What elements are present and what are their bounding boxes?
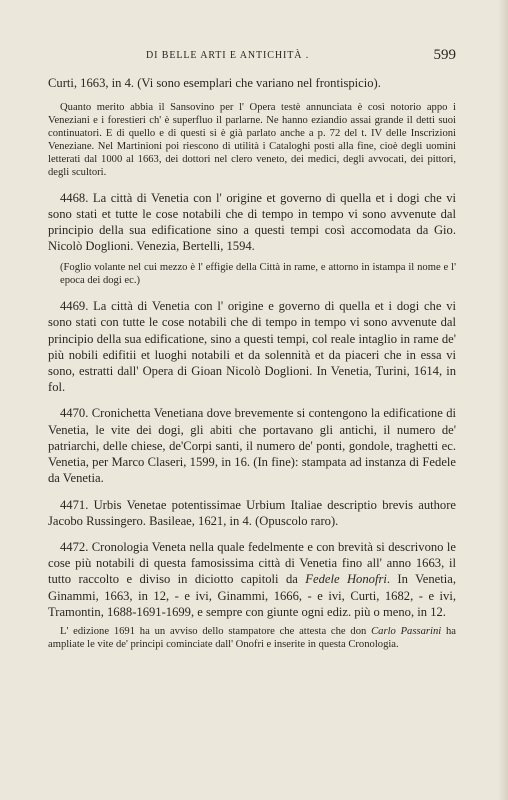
entry-4469: 4469. La città di Venetia con l' origine e governo di quella et i dogi che vi sono stati con tutte le cose notabili che di tempo in tempo vi sono avvenute dal principio della sua edificatione, sino a questi tempi, col reale intaglio in rame de' più nobili edifitii et luoghi notabili et da solennità et da piaceri che in essa vi sono, estratti dall' Opera di Gioan Nicolò Doglioni. In Venetia, Turini, 1614, in fol. <box>48 299 456 395</box>
page-body <box>48 75 456 652</box>
continuation-paragraph: Curti, 1663, in 4. (Vi sono esemplari che variano nel frontispicio). <box>48 76 381 90</box>
entry-4468: 4468. La città di Venetia con l' origine et governo di quella et i dogi che vi sono stati et tutte le cose notabili che di tempo in tempo vi sono avvenute dal principio della sua edificatione sino a questi tempi così accomodata da Gio. Nicolò Doglioni. Venezia, Bertelli, 1594. <box>48 190 456 254</box>
page-header <box>48 47 456 65</box>
entry-4472-author: Fedele Honofri <box>305 572 387 587</box>
note-4468: (Foglio volante nel cui mezzo è l' effigie della Città in rame, e attorno in istampa il nome e l' epoca dei dogi ec.) <box>60 262 456 287</box>
page-number: 599 <box>433 47 456 63</box>
note-4472-text-a: L' edizione 1691 ha un avviso dello stampatore che attesta che don <box>60 625 372 637</box>
entry-4470: 4470. Cronichetta Venetiana dove brevemente si contengono la edificatione di Venetia, le vite dei dogi, gli abiti che portavano gli antichi, il numero de' patriarchi, delle chiese, de'Corpi santi, il numero de' ponti, gondole, traghetti ec. Venetia, per Marco Claseri, 1599, in 16. (In fine): stampata ad instanza di Fedele da Venetia. <box>48 406 456 486</box>
note-sansovino: Quanto merito abbia il Sansovino per l' Opera testè annunciata è così notorio appo i Veneziani e i forestieri ch' è superfluo il parlarne. Ne hanno eziandio assai grande il detti suoi continuatori. E di quello e di questi si è già parlato anche a p. 72 del t. IV delle Inscrizioni Veneziane. Nel Martinioni poi riescono di utilità i Cataloghi posti alla fine, cioè degli uomini letterati dal 1000 al 1663, dei dottori nel clero veneto, dei medici, degli avvocati, dei pittori, degli scultori. <box>48 102 456 178</box>
running-head: DI BELLE ARTI E ANTICHITÀ . <box>146 50 310 61</box>
note-4472-name: Carlo Passarini <box>371 625 442 637</box>
note-4472-text-b: ha ampliate le vite de' principi cominciate dall' Onofri e inserite in questa Cronologia. <box>48 625 456 650</box>
entry-4472-text-b: . In Venetia, Ginammi, 1663, in 12, - e ivi, Ginammi, 1666, - e ivi, Curti, 1682, - e ivi, Tramontin, 1688-1691-1699, e sempre con giunte ogni ediz. più o meno, in 12. <box>48 572 456 619</box>
entry-4471: 4471. Urbis Venetae potentissimae Urbium Italiae descriptio brevis authore Jacobo Russingero. Basileae, 1621, in 4. (Opuscolo raro). <box>48 497 456 528</box>
page-edge-shadow <box>498 0 508 800</box>
entry-4472 <box>48 539 456 620</box>
entry-4472-text-a: 4472. Cronologia Veneta nella quale fedelmente e con brevità si descrivono le cose più notabili di questa famosissima città di Venetia fino all' anno 1663, il tutto raccolto e diviso in diciotto capitoli da <box>48 539 456 587</box>
note-4472 <box>48 626 456 652</box>
